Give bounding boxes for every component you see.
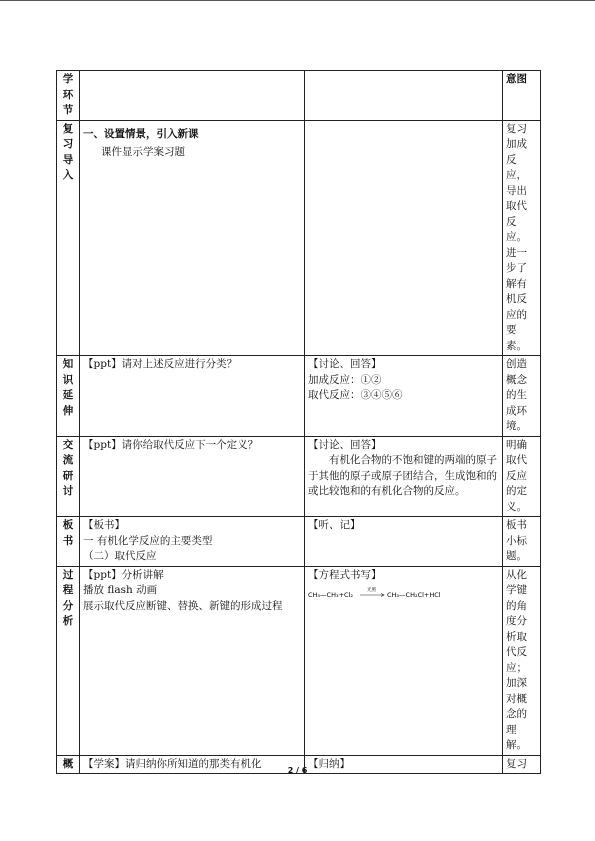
intent-text: 取代	[506, 454, 527, 466]
section-char: 节	[62, 104, 74, 116]
intent-text: 的定	[506, 485, 527, 497]
section-cell	[57, 356, 80, 437]
intent-text: 解。	[506, 739, 527, 751]
section-cell	[57, 71, 80, 121]
intent-text: 概念	[506, 373, 527, 386]
section-char: 过	[62, 568, 74, 581]
activity-text: 一 有机化学反应的主要类型	[83, 534, 213, 547]
activity-heading: 【讨论、回答】	[308, 438, 382, 451]
section-char: 入	[62, 169, 74, 181]
intent-text: 应。	[506, 231, 527, 243]
section-char: 习	[62, 138, 74, 150]
activity-heading: 【听、记】	[308, 519, 361, 531]
intent-text: 义。	[506, 500, 527, 513]
section-char: 学	[62, 73, 74, 85]
intent-cell	[503, 436, 541, 517]
section-char: 交	[62, 438, 74, 451]
intent-text: 步了	[506, 262, 527, 274]
intent-text: 题。	[506, 550, 527, 562]
lesson-plan-table	[56, 70, 541, 774]
section-cell	[57, 566, 80, 755]
intent-text: 念的	[506, 708, 527, 720]
intent-text: 加深	[506, 677, 527, 689]
section-char: 知	[62, 358, 74, 370]
section-char: 导	[62, 153, 74, 166]
intent-text: 反	[506, 153, 517, 166]
intent-text: 代反	[506, 646, 527, 658]
activity-text: 加成反应：①②	[308, 373, 382, 386]
intent-text: 度分	[506, 615, 527, 627]
intent-text: 对概	[506, 692, 527, 705]
section-char: 识	[62, 373, 74, 386]
activity-text: 【ppt】请你给取代反应下一个定义？	[83, 438, 259, 451]
intent-text: 导出	[506, 184, 527, 197]
intent-cell	[503, 120, 541, 356]
teacher-activity-cell	[80, 71, 305, 121]
section-char: 书	[62, 534, 74, 547]
intent-text: 要	[506, 324, 517, 336]
student-activity-cell	[305, 517, 503, 567]
intent-text: 反应	[506, 469, 527, 482]
section-cell	[57, 517, 80, 567]
student-activity-cell	[305, 356, 503, 437]
teacher-activity-cell	[80, 356, 305, 437]
intent-text: 明确	[506, 438, 527, 451]
intent-text: 意图	[506, 73, 527, 85]
student-activity-cell	[305, 71, 503, 121]
section-char: 析	[62, 615, 74, 627]
section-char: 延	[62, 389, 74, 401]
table-row	[57, 436, 541, 517]
activity-text: （二）取代反应	[83, 550, 157, 562]
activity-text: 取代反应：③④⑤⑥	[308, 389, 403, 401]
intent-text: 素。	[506, 339, 527, 352]
teacher-activity-cell	[80, 120, 305, 356]
intent-text: 从化	[506, 568, 527, 581]
intent-text: 复习	[506, 122, 527, 135]
student-activity-cell	[305, 120, 503, 356]
activity-text: 播放 flash 动画	[83, 584, 158, 596]
section-char: 伸	[62, 404, 74, 417]
intent-text: 解有	[506, 277, 527, 290]
activity-heading: 【ppt】分析讲解	[83, 568, 164, 581]
teacher-activity-cell	[80, 517, 305, 567]
intent-text: 复习	[506, 757, 527, 770]
intent-text: 加成	[506, 138, 527, 150]
activity-heading: 【归纳】	[308, 757, 350, 770]
intent-cell	[503, 566, 541, 755]
intent-cell	[503, 71, 541, 121]
section-cell	[57, 436, 80, 517]
intent-text: 创造	[506, 358, 527, 370]
section-char: 环	[62, 88, 74, 101]
intent-text: 成环	[506, 404, 527, 417]
section-char: 流	[62, 454, 74, 466]
equation-condition: 光照	[367, 588, 376, 593]
section-char: 分	[62, 599, 74, 612]
intent-text: 应；	[506, 661, 527, 674]
section-char: 研	[62, 469, 74, 482]
activity-text: 课件显示学案习题	[101, 146, 185, 158]
intent-text: 应，	[506, 169, 527, 181]
intent-text: 反	[506, 215, 517, 228]
teacher-activity-cell	[80, 436, 305, 517]
intent-text: 板书	[506, 519, 527, 531]
section-char: 复	[62, 122, 74, 135]
activity-heading: 一、设置情景，引入新课	[83, 127, 199, 140]
chemical-equation	[308, 586, 458, 600]
intent-cell	[503, 517, 541, 567]
student-activity-cell	[305, 436, 503, 517]
intent-text: 进一	[506, 246, 527, 259]
table-row	[57, 517, 541, 567]
intent-text: 机反	[506, 293, 527, 305]
activity-text: 【学案】请归纳你所知道的那类有机化	[83, 757, 262, 770]
intent-text: 应的	[506, 308, 527, 321]
section-char: 讨	[62, 485, 74, 497]
intent-text: 析取	[506, 630, 527, 643]
page-top-rule	[0, 0, 595, 1]
intent-text: 的生	[506, 389, 527, 401]
section-char: 概	[62, 757, 74, 770]
equation-reactants: CH₃—CH₃+Cl₂	[308, 591, 353, 599]
intent-text: 的角	[506, 599, 527, 612]
table-row	[57, 71, 541, 121]
table-row	[57, 356, 541, 437]
intent-text: 取代	[506, 200, 527, 212]
activity-heading: 【方程式书写】	[308, 568, 382, 581]
intent-text: 理	[506, 723, 517, 736]
intent-text: 境。	[506, 420, 527, 432]
student-activity-cell	[305, 566, 503, 755]
table-row	[57, 120, 541, 356]
activity-text: 展示取代反应断键、替换、新键的形成过程	[83, 599, 283, 612]
section-cell	[57, 120, 80, 356]
activity-text: 有机化合物的不饱和键的两端的原子于其他的原子或原子团结合，生成饱和的或比较饱和的有机化合物的反应。	[308, 454, 497, 497]
section-char: 板	[62, 519, 74, 531]
section-char: 程	[62, 584, 74, 596]
teacher-activity-cell	[80, 566, 305, 755]
activity-text: 【ppt】请对上述反应进行分类？	[83, 358, 238, 370]
table-row	[57, 566, 541, 755]
activity-heading: 【讨论、回答】	[308, 358, 382, 370]
equation-products: CH₃—CH₂Cl+HCl	[387, 591, 441, 599]
activity-heading: 【板书】	[83, 519, 125, 531]
intent-text: 小标	[506, 534, 527, 547]
page-number: 2 / 6	[287, 766, 308, 775]
intent-text: 学键	[506, 584, 527, 596]
intent-cell	[503, 356, 541, 437]
